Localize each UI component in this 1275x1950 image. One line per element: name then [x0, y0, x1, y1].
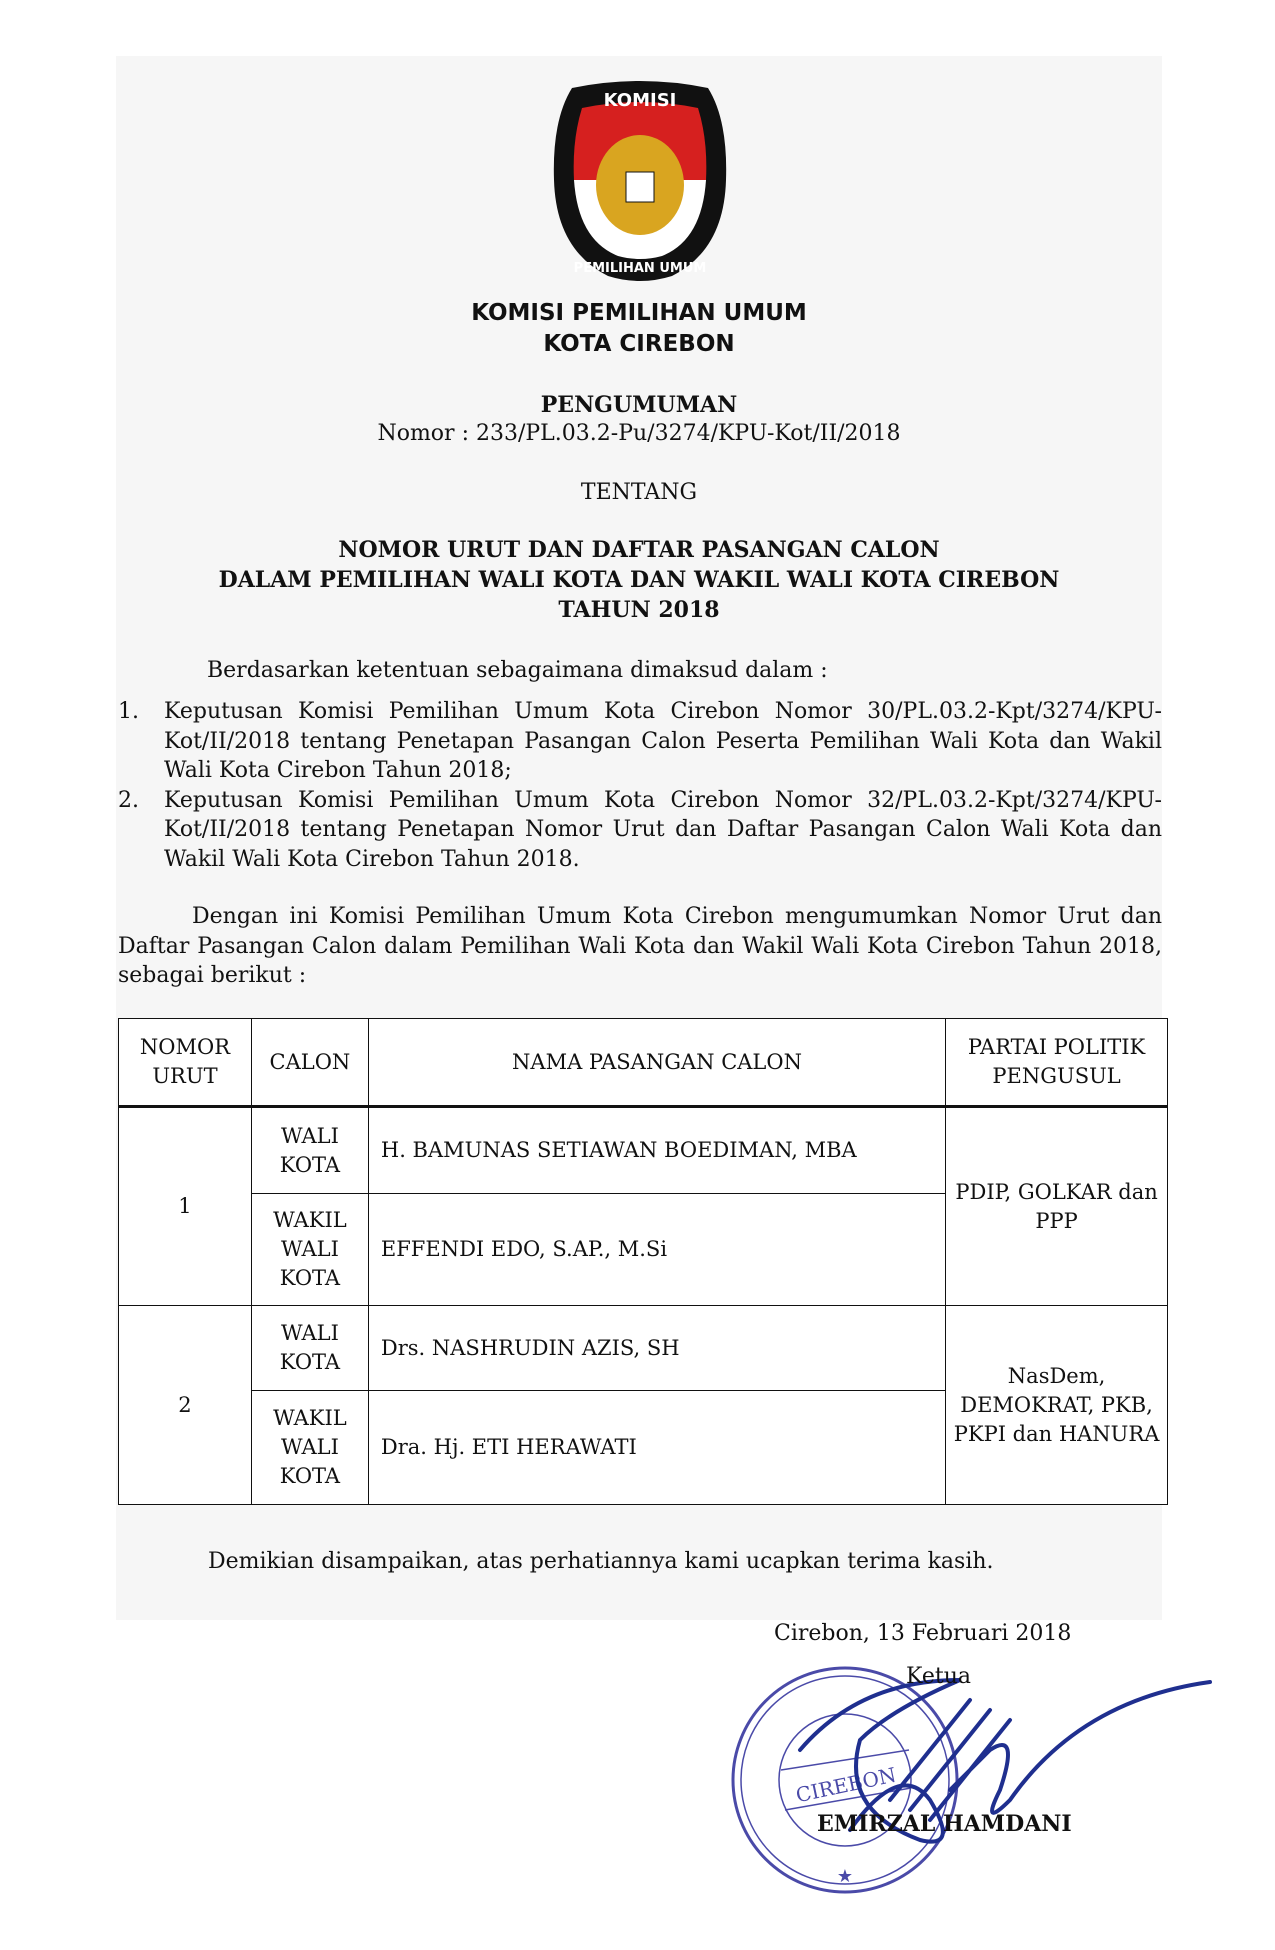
- svg-text:PEMILIHAN UMUM: PEMILIHAN UMUM: [573, 261, 707, 276]
- candidate-table: [118, 1018, 1168, 1505]
- signer-name: EMIRZAL HAMDANI: [817, 1811, 1072, 1837]
- doc-number: Nomor : 233/PL.03.2-Pu/3274/KPU-Kot/II/2018: [377, 421, 901, 446]
- candidate-name: H. BAMUNAS SETIAWAN BOEDIMAN, MBA: [368, 1107, 945, 1194]
- candidate-name: EFFENDI EDO, S.AP., M.Si: [368, 1194, 945, 1306]
- org-name: KOMISI PEMILIHAN UMUM: [471, 300, 807, 326]
- candidate-number: 1: [119, 1107, 252, 1306]
- title-line-2: DALAM PEMILIHAN WALI KOTA DAN WAKIL WALI KOTA CIREBON: [218, 567, 1060, 593]
- candidate-name: Drs. NASHRUDIN AZIS, SH: [368, 1306, 945, 1391]
- header-candidate: CALON: [251, 1019, 368, 1107]
- header-number: NOMOR URUT: [119, 1019, 252, 1107]
- role-label: WALI KOTA: [251, 1107, 368, 1194]
- reference-item: 2. Keputusan Komisi Pemilihan Umum Kota Cirebon Nomor 32/PL.03.2-Kpt/3274/KPU-Kot/II/2018 tentang Penetapan Nomor Urut dan Daftar Pasangan Calon Wali Kota dan Wakil Wali Kota Cirebon Tahun 2018.: [118, 787, 1162, 872]
- header-name: NAMA PASANGAN CALON: [368, 1019, 945, 1107]
- role-label: WAKIL WALI KOTA: [251, 1391, 368, 1505]
- signer-position: Ketua: [906, 1664, 971, 1689]
- header-party: PARTAI POLITIK PENGUSUL: [946, 1019, 1168, 1107]
- table-row: [119, 1306, 1168, 1391]
- role-label: WAKIL WALI KOTA: [251, 1194, 368, 1306]
- svg-text:★: ★: [836, 1866, 854, 1887]
- reference-list: [118, 697, 1162, 874]
- candidate-name: Dra. Hj. ETI HERAWATI: [368, 1391, 945, 1505]
- announcement-text: Dengan ini Komisi Pemilihan Umum Kota Cirebon mengumumkan Nomor Urut dan Daftar Pasangan Calon dalam Pemilihan Wali Kota dan Wakil Wali Kota Cirebon Tahun 2018, sebagai berikut :: [118, 904, 1162, 988]
- place-date: Cirebon, 13 Februari 2018: [774, 1621, 1072, 1646]
- handwritten-signature: [780, 1640, 1220, 1890]
- doc-type: PENGUMUMAN: [540, 392, 738, 418]
- intro-text: Berdasarkan ketentuan sebagaimana dimaksud dalam :: [207, 658, 828, 683]
- svg-text:KOMISI: KOMISI: [603, 90, 677, 111]
- org-city: KOTA CIREBON: [543, 331, 735, 357]
- about-label: TENTANG: [580, 480, 698, 505]
- title-line-3: TAHUN 2018: [558, 597, 720, 623]
- candidate-number: 2: [119, 1306, 252, 1505]
- reference-item: 1. Keputusan Komisi Pemilihan Umum Kota Cirebon Nomor 30/PL.03.2-Kpt/3274/KPU-Kot/II/2018 tentang Penetapan Pasangan Calon Peserta Pemilihan Wali Kota dan Wakil Wali Kota Cirebon Tahun 2018;: [118, 699, 1162, 783]
- closing-text: Demikian disampaikan, atas perhatiannya kami ucapkan terima kasih.: [208, 1549, 994, 1574]
- table-row: [119, 1107, 1168, 1194]
- kpu-logo: [552, 80, 728, 282]
- party-list: NasDem, DEMOKRAT, PKB, PKPI dan HANURA: [946, 1306, 1168, 1505]
- svg-text:CIREBON: CIREBON: [793, 1762, 899, 1808]
- title-line-1: NOMOR URUT DAN DAFTAR PASANGAN CALON: [338, 537, 940, 563]
- party-list: PDIP, GOLKAR dan PPP: [946, 1107, 1168, 1306]
- role-label: WALI KOTA: [251, 1306, 368, 1391]
